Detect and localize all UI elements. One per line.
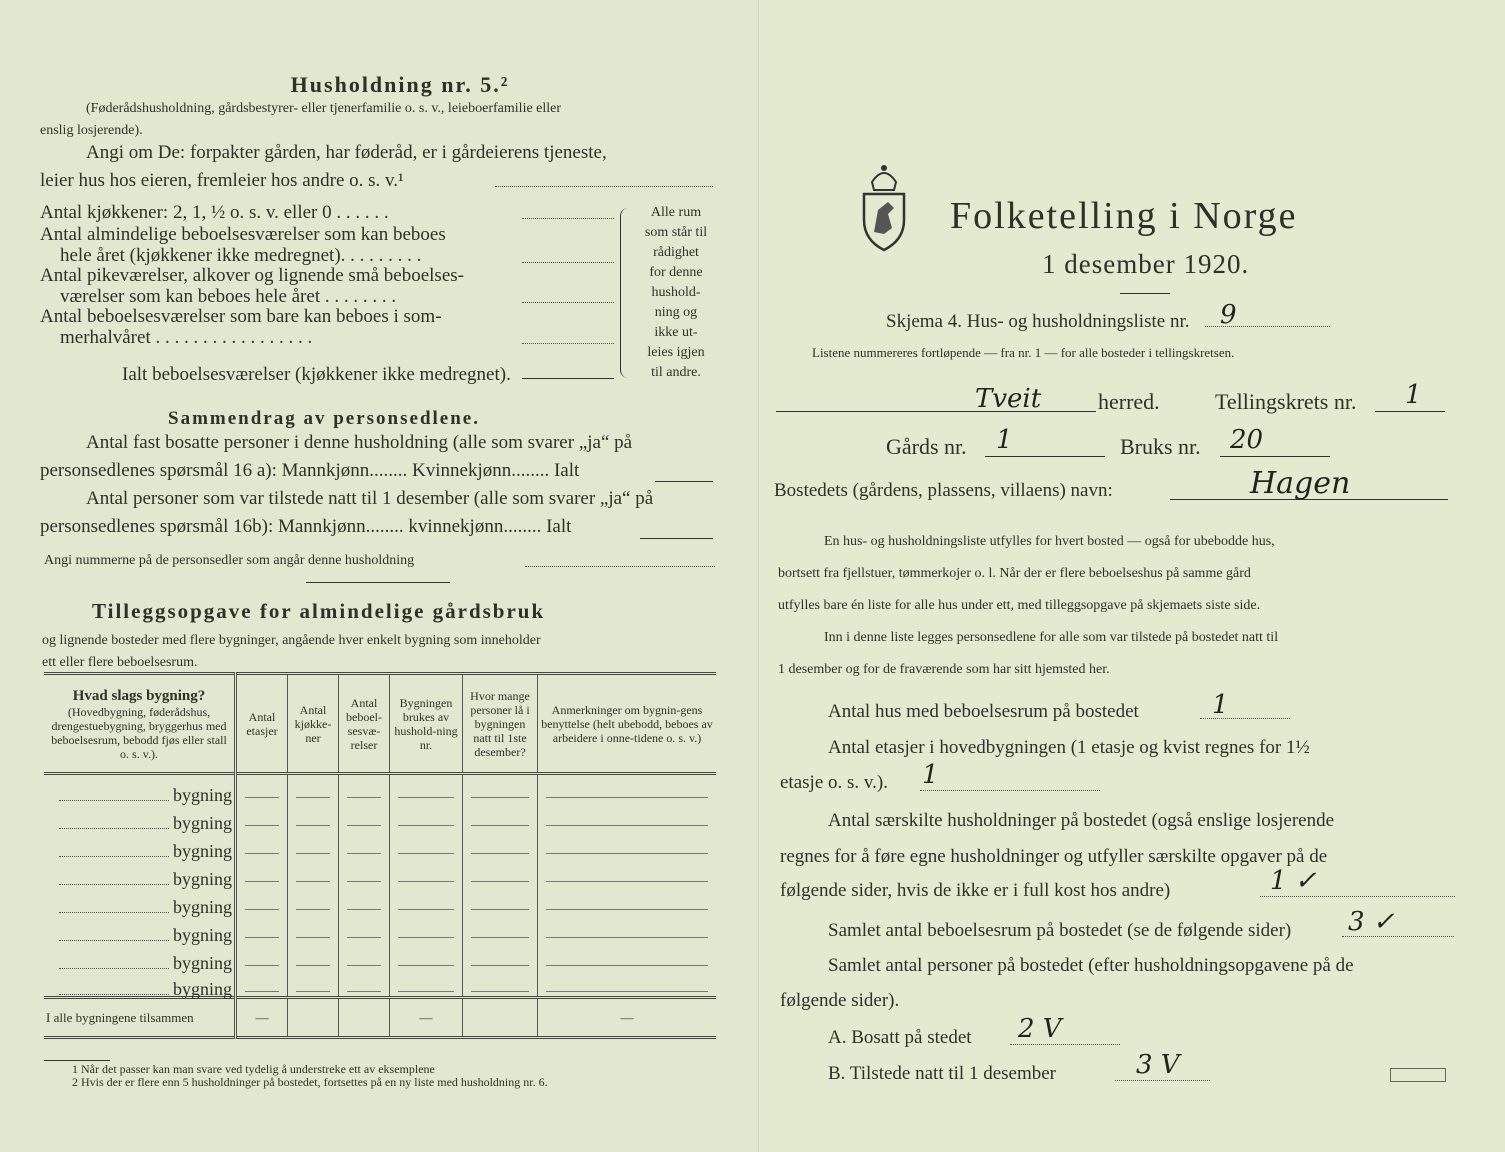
table-cell[interactable] — [390, 970, 463, 998]
samlet-rum-field[interactable] — [1342, 936, 1454, 937]
table-cell[interactable] — [288, 942, 339, 970]
table-cell[interactable] — [538, 970, 717, 998]
building-type-cell[interactable] — [44, 914, 236, 945]
table-cell[interactable] — [390, 774, 463, 802]
table-cell[interactable] — [538, 830, 717, 858]
supplement-sub-2: ett eller flere beboelsesrum. — [42, 655, 198, 670]
herred-value[interactable]: Tveit — [975, 384, 1042, 414]
table-cell[interactable] — [339, 802, 390, 830]
note-line: rådighet — [653, 245, 699, 260]
bosted-label: Bostedets (gårdens, plassens, villaens) navn: — [774, 480, 1113, 501]
title-divider — [1120, 293, 1170, 294]
rooms-kitchens: Antal kjøkkener: 2, 1, ½ o. s. v. eller 0 . . . . . . — [40, 202, 389, 223]
table-total-row — [44, 998, 716, 1038]
supplement-sub-1: og lignende bosteder med flere bygninger, angående hver enkelt bygning som inneholder — [42, 633, 541, 648]
household-subtitle: (Føderådshusholdning, gårdsbestyrer- eller tjenerfamilie o. s. v., leieboerfamilie eller — [86, 101, 562, 116]
table-cell[interactable] — [339, 914, 390, 942]
antal-hus-value[interactable]: 1 — [1212, 690, 1229, 720]
table-cell[interactable] — [538, 774, 717, 802]
total-cell — [463, 998, 538, 1038]
note-line: ning og — [654, 305, 698, 320]
samlet-rum-value[interactable]: 3 ✓ — [1348, 907, 1395, 937]
building-type-cell[interactable] — [44, 886, 236, 917]
household-title: Husholdning nr. 5.² — [290, 72, 510, 97]
table-header — [44, 674, 716, 774]
row-label: bygning — [172, 840, 232, 861]
table-cell[interactable] — [288, 914, 339, 942]
table-cell[interactable] — [538, 942, 717, 970]
building-type-cell[interactable] — [44, 774, 236, 805]
note-line: leies igjen — [647, 345, 705, 360]
total-cell: — — [236, 998, 288, 1038]
note-line: til andre. — [651, 365, 701, 380]
table-row — [44, 802, 716, 830]
tilstede-field[interactable] — [1115, 1080, 1210, 1081]
rooms-maid: Antal pikeværelser, alkover og lignende små beboelses- — [40, 265, 464, 286]
total-cell: — — [538, 998, 717, 1038]
table-cell[interactable] — [339, 970, 390, 998]
col-header-floors: Antal etasjer — [236, 674, 288, 774]
building-type-cell[interactable] — [44, 970, 236, 998]
total-cell — [288, 998, 339, 1038]
divider — [306, 582, 450, 583]
footnote-2: 2 Hvis der er flere enn 5 husholdninger på bostedet, fortsettes på en ny liste med husholdning nr. 6. — [72, 1075, 548, 1089]
angi-line-1: Angi om De: forpakter gården, har føderåd, er i gårdeierens tjeneste, — [86, 142, 607, 163]
etasjer-line-1: Antal etasjer i hovedbygningen (1 etasje og kvist regnes for 1½ — [828, 737, 1310, 758]
saerskilte-line-1: Antal særskilte husholdninger på bostedet (også enslige losjerende — [828, 810, 1335, 831]
row-label: bygning — [172, 868, 232, 889]
table-cell[interactable] — [339, 942, 390, 970]
instruction-5: 1 desember og for de fraværende som har sitt hjemsted her. — [778, 662, 1110, 677]
bosatt-value[interactable]: 2 V — [1018, 1014, 1062, 1044]
table-cell[interactable] — [463, 970, 538, 998]
rooms-ordinary-2: hele året (kjøkkener ikke medregnet). . . . . . . . . — [60, 245, 422, 266]
samlet-personer-line-1: Samlet antal personer på bostedet (efter husholdningsopgavene på de — [828, 955, 1354, 976]
list-number-field[interactable] — [1205, 326, 1330, 327]
bosted-field[interactable] — [1170, 499, 1448, 500]
row-label: bygning — [172, 784, 232, 805]
col-header-kitchens: Antal kjøkke-ner — [288, 674, 339, 774]
etasjer-field[interactable] — [920, 790, 1100, 791]
total-cell: — — [390, 998, 463, 1038]
table-row — [44, 886, 716, 914]
census-title: Folketelling i Norge — [950, 195, 1298, 237]
table-row — [44, 914, 716, 942]
table-cell[interactable] — [236, 858, 288, 886]
tilstede-value[interactable]: 3 V — [1136, 1050, 1180, 1080]
table-cell[interactable] — [463, 942, 538, 970]
table-cell[interactable] — [538, 886, 717, 914]
saerskilte-field[interactable] — [1260, 896, 1455, 897]
instruction-1: En hus- og husholdningsliste utfylles for hvert bosted — også for ubebodde hus, — [824, 534, 1275, 549]
table-cell[interactable] — [236, 774, 288, 802]
table-cell[interactable] — [288, 886, 339, 914]
table-cell[interactable] — [236, 886, 288, 914]
bracket-note — [636, 203, 716, 383]
bosatt-field[interactable] — [1010, 1044, 1120, 1045]
bruks-field[interactable] — [1220, 456, 1330, 457]
footnote-divider — [44, 1060, 110, 1061]
building-type-cell[interactable] — [44, 802, 236, 833]
tellingskrets-value[interactable]: 1 — [1405, 380, 1422, 410]
right-page — [760, 0, 1505, 1152]
saerskilte-line-3: følgende sider, hvis de ikke er i full kost hos andre) — [780, 880, 1171, 901]
table-cell[interactable] — [339, 886, 390, 914]
table-cell[interactable] — [463, 858, 538, 886]
printer-stamp — [1390, 1068, 1446, 1082]
herred-label: herred. — [1098, 389, 1160, 414]
table-cell[interactable] — [390, 914, 463, 942]
note-line: Alle rum — [650, 205, 702, 220]
maid-rooms-field[interactable] — [522, 302, 614, 303]
col-header-building: Hvad slags bygning? — [72, 687, 206, 704]
table-row — [44, 830, 716, 858]
instruction-4: Inn i denne liste legges personsedlene for alle som var tilstede på bostedet natt til — [824, 630, 1279, 645]
note-line: som står til — [644, 225, 708, 240]
col-header-persons: Hvor mange personer lå i bygningen natt til 1ste desember? — [463, 674, 538, 774]
ordinary-rooms-field[interactable] — [522, 262, 614, 263]
resident-total-field[interactable] — [655, 481, 713, 482]
summer-rooms-field[interactable] — [522, 343, 614, 344]
rooms-total-label: Ialt beboelsesværelser (kjøkkener ikke medregnet). — [122, 364, 511, 385]
bruks-label: Bruks nr. — [1120, 434, 1201, 459]
table-row — [44, 774, 716, 802]
table-cell[interactable] — [538, 858, 717, 886]
total-label: I alle bygningene tilsammen — [44, 998, 236, 1038]
samlet-rum-label: Samlet antal beboelsesrum på bostedet (se de følgende sider) — [828, 920, 1292, 941]
etasjer-value[interactable]: 1 — [922, 760, 939, 790]
antal-hus-field[interactable] — [1200, 718, 1290, 719]
gards-value[interactable]: 1 — [996, 425, 1013, 455]
bosted-value[interactable]: Hagen — [1250, 466, 1351, 501]
angi-line-2: leier hus hos eieren, fremleier hos andre o. s. v.¹ — [40, 170, 404, 191]
buildings-table — [44, 672, 716, 1039]
tilstede-label: B. Tilstede natt til 1 desember — [828, 1063, 1056, 1084]
table-cell[interactable] — [339, 774, 390, 802]
building-type-cell[interactable] — [44, 942, 236, 973]
table-cell[interactable] — [288, 970, 339, 998]
bosatt-label: A. Bosatt på stedet — [828, 1027, 972, 1048]
col-header-remarks: Anmerkninger om bygnin-gens benyttelse (helt ubebodd, beboes av arbeidere i onne-tidene o. s. v.) — [538, 674, 717, 774]
table-cell[interactable] — [463, 802, 538, 830]
rooms-total-field[interactable] — [522, 378, 614, 379]
bruks-value[interactable]: 20 — [1230, 425, 1264, 455]
table-cell[interactable] — [463, 886, 538, 914]
table-cell[interactable] — [236, 914, 288, 942]
rooms-maid-2: værelser som kan beboes hele året . . . . . . . . — [60, 286, 397, 307]
table-cell[interactable] — [463, 774, 538, 802]
row-label: bygning — [172, 812, 232, 833]
supplement-title: Tilleggsopgave for almindelige gårdsbruk — [92, 599, 546, 623]
col-header-rooms: Antal beboel-sesvæ-relser — [339, 674, 390, 774]
table-cell[interactable] — [390, 886, 463, 914]
present-total-field[interactable] — [640, 538, 713, 539]
table-cell[interactable] — [390, 830, 463, 858]
tellingskrets-label: Tellingskrets nr. — [1215, 389, 1357, 414]
summary-line-3: Antal personer som var tilstede natt til 1 desember (alle som svarer „ja“ på — [86, 488, 654, 509]
building-type-cell[interactable] — [44, 830, 236, 861]
angi-answer-line[interactable] — [495, 186, 713, 187]
household-subtitle-2: enslig losjerende). — [40, 123, 143, 138]
tellingskrets-field[interactable] — [1375, 411, 1445, 412]
gards-field[interactable] — [985, 456, 1105, 457]
row-label: bygning — [172, 979, 232, 999]
instruction-3: utfylles bare én liste for alle hus under ett, med tilleggsopgave på skjemaets siste side. — [778, 598, 1261, 613]
bracket — [620, 208, 631, 378]
table-cell[interactable] — [288, 802, 339, 830]
table-cell[interactable] — [538, 914, 717, 942]
table-cell[interactable] — [463, 830, 538, 858]
table-row — [44, 942, 716, 970]
table-cell[interactable] — [288, 830, 339, 858]
table-row — [44, 970, 716, 998]
instruction-2: bortsett fra fjellstuer, tømmerkojer o. l. Når der er flere beboelseshus på samme gård — [778, 566, 1251, 581]
schema-label: Skjema 4. Hus- og husholdningsliste nr. — [886, 311, 1190, 332]
saerskilte-line-2: regnes for å føre egne husholdninger og utfyller særskilte opgaver på de — [780, 846, 1328, 867]
note-line: ikke ut- — [654, 325, 698, 340]
summary-line-1: Antal fast bosatte personer i denne husholdning (alle som svarer „ja“ på — [86, 432, 633, 453]
herred-field[interactable] — [776, 411, 1096, 412]
saerskilte-value[interactable]: 1 ✓ — [1270, 866, 1317, 896]
rooms-ordinary: Antal almindelige beboelsesværelser som kan beboes — [40, 224, 446, 245]
col-header-household: Bygningen brukes av hushold-ning nr. — [390, 674, 463, 774]
kitchens-field[interactable] — [522, 218, 614, 219]
row-label: bygning — [172, 952, 232, 973]
note-line: for denne — [649, 265, 703, 280]
table-row — [44, 858, 716, 886]
note-line: hushold- — [651, 285, 701, 300]
table-cell[interactable] — [236, 802, 288, 830]
table-cell[interactable] — [236, 970, 288, 998]
etasjer-line-2: etasje o. s. v.). — [780, 772, 888, 793]
list-number-value[interactable]: 9 — [1220, 300, 1237, 330]
gards-label: Gårds nr. — [886, 434, 967, 459]
footnote-1: 1 Når det passer kan man svare ved tydelig å understreke ett av eksemplene — [72, 1062, 435, 1076]
table-cell[interactable] — [288, 858, 339, 886]
table-cell[interactable] — [538, 802, 717, 830]
col-header-building-sub: (Hovedbygning, føderådshus, drengestuebygning, bryggerhus med beboelsesrum, bebodd fjøs eller stall o. s. v.). — [51, 704, 227, 761]
table-cell[interactable] — [339, 858, 390, 886]
table-cell[interactable] — [288, 774, 339, 802]
summary-line-2: personsedlenes spørsmål 16 a): Mannkjønn........ Kvinnekjønn........ Ialt — [40, 460, 580, 481]
samlet-personer-line-2: følgende sider). — [780, 990, 900, 1011]
census-date: 1 desember 1920. — [1042, 249, 1250, 279]
total-cell — [339, 998, 390, 1038]
table-cell[interactable] — [390, 942, 463, 970]
building-type-cell[interactable] — [44, 858, 236, 889]
table-cell[interactable] — [236, 942, 288, 970]
table-cell[interactable] — [339, 830, 390, 858]
rooms-summer: Antal beboelsesværelser som bare kan beboes i som- — [40, 306, 442, 327]
numbering-note: Listene nummereres fortløpende — fra nr. 1 — for alle bosteder i tellingskretsen. — [812, 345, 1235, 360]
table-cell[interactable] — [390, 802, 463, 830]
rooms-summer-2: merhalvåret . . . . . . . . . . . . . . . . . — [60, 327, 313, 348]
norway-coat-of-arms-icon — [858, 162, 910, 252]
table-cell[interactable] — [236, 830, 288, 858]
antal-hus-label: Antal hus med beboelsesrum på bostedet — [828, 701, 1139, 722]
summary-line-5: Angi nummerne på de personsedler som angår denne husholdning — [44, 553, 415, 568]
summary-title: Sammendrag av personsedlene. — [168, 408, 480, 429]
summary-line-4: personsedlenes spørsmål 16b): Mannkjønn........ kvinnekjønn........ Ialt — [40, 516, 572, 537]
person-numbers-field[interactable] — [525, 566, 715, 567]
row-label: bygning — [172, 924, 232, 945]
table-cell[interactable] — [390, 858, 463, 886]
row-label: bygning — [172, 896, 232, 917]
table-cell[interactable] — [463, 914, 538, 942]
